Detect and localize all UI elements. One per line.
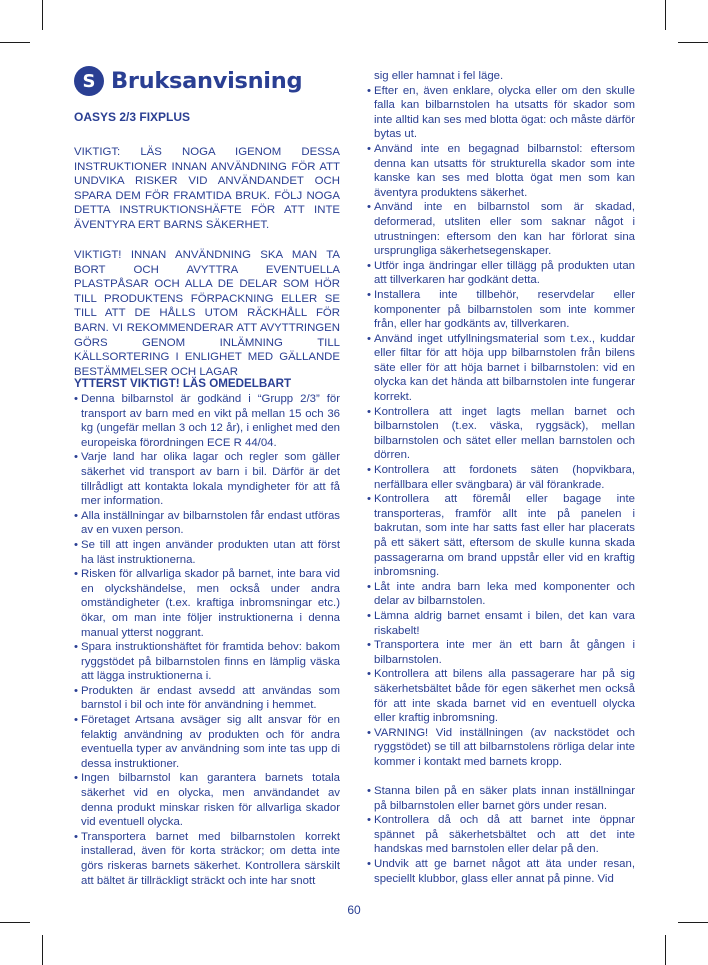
list-item: • Använd inte en bilbarnstol som är skadad, deformerad, utsliten eller som saknar något i utrustningen: eftersom den kan har förlorat sina ursprungliga säkerhetsegenskaper.	[367, 200, 635, 258]
right-bullet-list	[367, 69, 635, 886]
list-item: • Kontrollera att föremål eller bagage inte transporteras, framför allt inte på panelen i bakrutan, som inte har satts fast eller har placerats på ett säkert sätt, eftersom de skulle kunna skada passagerarna om brand uppstår eller vid en kraftig inbromsning.	[367, 492, 635, 580]
list-item: • Installera inte tillbehör, reservdelar eller komponenter på bilbarnstolen som inte kommer från, eller har godkänts av, tillverkaren.	[367, 288, 635, 332]
crop-mark	[665, 0, 666, 30]
list-item: • Kontrollera att inget lagts mellan barnet och bilbarnstolen (t.ex. väska, ryggsäck), mellan bilbarnstolen och sätet eller mellan barnstolen och dörren.	[367, 405, 635, 463]
list-item: • Transportera inte mer än ett barn åt gången i bilbarnstolen.	[367, 638, 635, 667]
list-item: • Efter en, även enklare, olycka eller om den skulle falla kan bilbarnstolen ha utsatts för skador som inte alltid kan ses med blotta ögat: och måste därför bytas ut.	[367, 84, 635, 142]
list-item: • Kontrollera att bilens alla passagerare har på sig säkerhetsbältet både för egen säkerhet men också för att inte skada barnet vid en eventuell olycka eller kraftig inbromsning.	[367, 667, 635, 725]
list-item: • Företaget Artsana avsäger sig allt ansvar för en felaktig användning av produkten och för andra eventuella typer av användning som inte tas upp di dessa instruktioner.	[74, 713, 340, 771]
list-item: • Använd inget utfyllningsmaterial som t.ex., kuddar eller filtar för att höja upp bilbarnstolen från bilens säte eller för att höja barnet i bilbarnstolen: vid en olycka kan det hända att bilbarnstolen inte fungerar korrekt.	[367, 332, 635, 405]
list-item: • Alla inställningar av bilbarnstolen får endast utföras av en vuxen person.	[74, 509, 340, 538]
list-item: • Transportera barnet med bilbarnstolen korrekt installerad, även för korta sträckor; om detta inte görs riskeras barnets säkerhet. Kontrollera särskilt att bältet är tillräckligt sträckt och inte har snott	[74, 830, 340, 888]
crop-mark	[678, 922, 708, 923]
list-item: • VARNING! Vid inställningen (av nackstödet och ryggstödet) se till att bilbarnstolens rörliga delar inte kommer i kontakt med barnets kropp.	[367, 726, 635, 770]
list-item: • Lämna aldrig barnet ensamt i bilen, det kan vara riskabelt!	[367, 609, 635, 638]
list-item-continuation: sig eller hamnat i fel läge.	[374, 70, 504, 82]
list-item: • Spara instruktionshäftet för framtida behov: bakom ryggstödet på bilbarnstolen finns en lämplig väska att lägga instruktionerna i.	[74, 640, 340, 684]
list-item: • Stanna bilen på en säker plats innan inställningar på bilbarnstolen eller barnet görs under resan.	[367, 784, 635, 813]
page-title: Bruksanvisning	[111, 68, 303, 94]
crop-mark	[42, 935, 43, 965]
crop-mark	[42, 0, 43, 30]
section-heading: YTTERST VIKTIGT! LÄS OMEDELBART	[74, 377, 292, 390]
list-item: • Produkten är endast avsedd att användas som barnstol i bil och inte för användning i hemmet.	[74, 684, 340, 713]
list-item: • Låt inte andra barn leka med komponenter och delar av bilbarnstolen.	[367, 580, 635, 609]
crop-mark	[678, 42, 708, 43]
crop-mark	[0, 922, 30, 923]
list-item: • Använd inte en begagnad bilbarnstol: eftersom denna kan utsatts för strukturella skador som inte kanske kan ses med blotta ögat men som kan äventyra produktens säkerhet.	[367, 142, 635, 200]
intro-warning-read-instructions: VIKTIGT: LÄS NOGA IGENOM DESSA INSTRUKTIONER INNAN ANVÄNDNING FÖR ATT UNDVIKA RISKER VID ANVÄNDANDET OCH SPARA DEM FÖR FRAMTIDA BRUK. FÖLJ NOGA DETTA INSTRUKTIONSHÄFTE FÖR ATT INTE ÄVENTYRA ERT BARNS SÄKERHET.	[74, 146, 340, 231]
list-item: • Utför inga ändringar eller tillägg på produkten utan att tillverkaren har godkänt detta.	[367, 259, 635, 288]
page-heading	[74, 66, 302, 96]
list-item: • Denna bilbarnstol är godkänd i “Grupp 2/3” för transport av barn med en vikt på mellan 15 och 36 kg (ungefär mellan 3 och 12 år), i enlighet med den europeiska förordningen ECE R 44/04.	[74, 392, 340, 450]
list-item: • Kontrollera att fordonets säten (hopvikbara, nerfällbara eller svängbara) är väl förankrade.	[367, 463, 635, 492]
left-bullet-list	[74, 392, 340, 888]
page-number: 60	[347, 903, 361, 917]
list-item: • Varje land har olika lagar och regler som gäller säkerhet vid transport av barn i bil. Därför är det tillrådligt att kontakta lokala myndigheter för att få mer information.	[74, 450, 340, 508]
product-name: OASYS 2/3 FIXPLUS	[74, 110, 191, 124]
list-item: • Undvik att ge barnet något att äta under resan, speciellt klubbor, glass eller annat på pinne. Vid	[367, 857, 635, 886]
intro-warning-packaging: VIKTIGT! INNAN ANVÄNDNING SKA MAN TA BORT OCH AVYTTRA EVENTUELLA PLASTPÅSAR OCH ALLA DE DELAR SOM HÖR TILL PRODUKTENS FÖRPACKNING ELLER SE TILL ATT DE HÅLLS UTOM RÄCKHÅLL FÖR BARN. VI REKOMMENDERAR ATT AVYTTRINGEN GÖRS GENOM INLÄMNING TILL KÄLLSORTERING I ENLIGHET MED GÄLLANDE BESTÄMMELSER OCH LAGAR	[74, 249, 340, 378]
list-item: • Risken för allvarliga skador på barnet, inte bara vid en olyckshändelse, men också under andra omständigheter (t.ex. kraftiga inbromsningar etc.) ökar, om man inte följer instruktionerna i denna manual ytterst noggrant.	[74, 567, 340, 640]
language-badge: S	[74, 66, 104, 96]
list-item: • Ingen bilbarnstol kan garantera barnets totala säkerhet vid en olycka, men användandet av denna produkt minskar risken för allvarliga skador vid eventuell olycka.	[74, 771, 340, 829]
list-item: • Kontrollera då och då att barnet inte öppnar spännet på säkerhetsbältet och att det inte handskas med barnstolen eller delar på den.	[367, 813, 635, 857]
crop-mark	[0, 42, 30, 43]
crop-mark	[665, 935, 666, 965]
list-item: • Se till att ingen använder produkten utan att först ha läst instruktionerna.	[74, 538, 340, 567]
